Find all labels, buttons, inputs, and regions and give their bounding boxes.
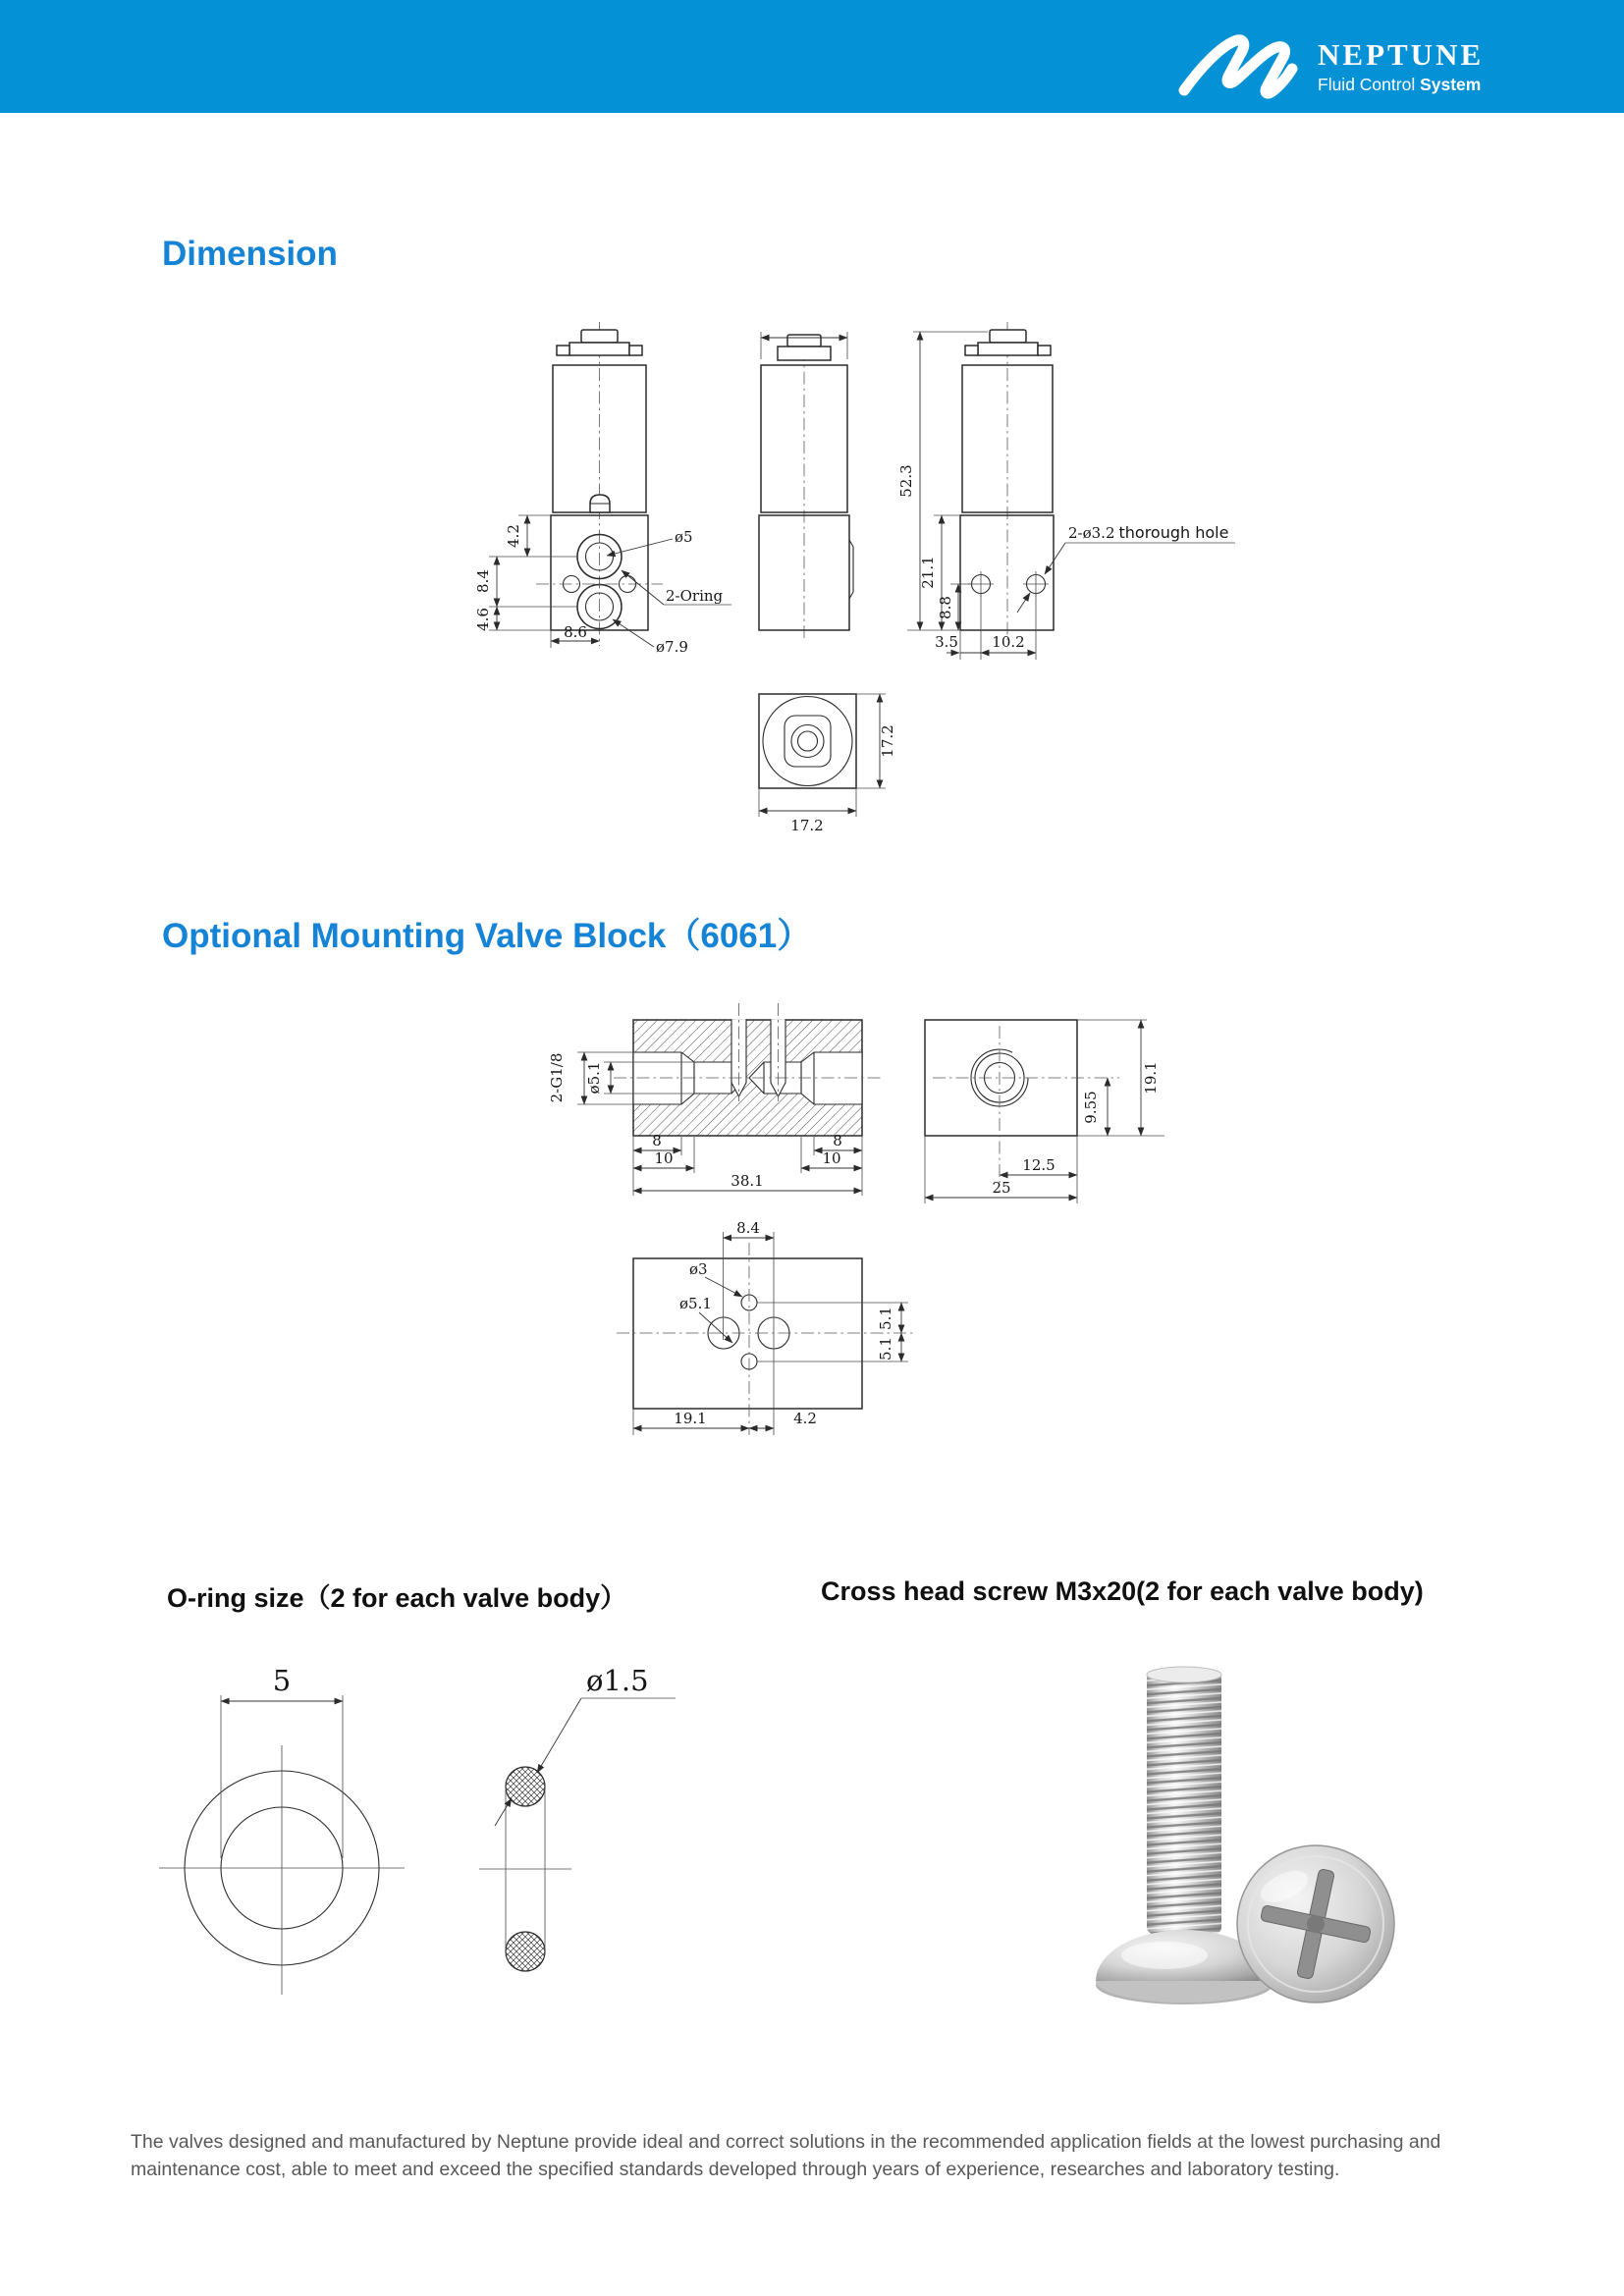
valve-side-view	[759, 332, 853, 638]
valve-block-drawing	[530, 982, 1198, 1492]
dim-block-side-hole-x: 12.5	[1022, 1156, 1056, 1174]
heading-cross-head-screw: Cross head screw M3x20(2 for each valve body)	[821, 1576, 1424, 1606]
dim-depth10-right: 10	[822, 1149, 841, 1167]
dim-block-side-center: 9.55	[1082, 1091, 1100, 1124]
oring-drawing	[98, 1639, 687, 2052]
dim-block-height: 21.1	[919, 556, 937, 589]
oring-front-view	[159, 1664, 405, 1995]
dim-hole-height: 8.8	[937, 596, 954, 619]
label-through-hole-text: thorough hole	[1118, 523, 1229, 542]
valve-bottom-view	[759, 694, 896, 834]
dim-bottomview-height: 17.2	[879, 724, 896, 758]
dim-front-hole-spacing: 8.4	[474, 569, 492, 593]
brand-name: NEPTUNE	[1318, 36, 1485, 72]
neptune-logo	[1176, 33, 1484, 100]
dim-top-right-offset: 4.2	[793, 1410, 817, 1427]
heading-oring-size: O-ring size（2 for each valve body）	[167, 1583, 627, 1613]
label-bore-dia: ø5.1	[585, 1061, 603, 1095]
dim-top-left-offset: 19.1	[674, 1410, 707, 1427]
label-oring-cord-dia: ø1.5	[586, 1664, 649, 1697]
screw-photo	[1021, 1639, 1414, 2032]
header-band	[0, 0, 1624, 113]
label-top-hole-dia: ø5	[675, 528, 693, 546]
brand-tagline	[1318, 75, 1484, 95]
label-large-hole-dia: ø5.1	[679, 1295, 712, 1312]
dim-edge-offset: 3.5	[935, 633, 958, 651]
dim-top-offset-up: 5.1	[877, 1307, 894, 1330]
block-side-view	[925, 1020, 1164, 1203]
dim-front-top-offset: 4.2	[505, 524, 522, 548]
label-port-thread: 2-G1/8	[548, 1052, 566, 1103]
neptune-swoosh-icon	[1176, 33, 1302, 100]
valve-dimension-drawing	[432, 294, 1434, 864]
tagline-regular: Fluid Control	[1318, 74, 1421, 94]
dim-depth10-left: 10	[654, 1149, 674, 1167]
footer-paragraph: The valves designed and manufactured by Neptune provide ideal and correct solutions in the recommended application fields at the lowest purchasing and maintenance cost, able to meet and exceed the specified standards developed through years of experience, researches and laboratory testing.	[131, 2130, 1441, 2180]
label-bottom-hole-dia: ø7.9	[656, 638, 688, 656]
valve-front-view	[474, 322, 731, 656]
dim-block-total-width: 38.1	[731, 1172, 764, 1190]
dim-block-side-height: 19.1	[1142, 1061, 1160, 1095]
block-top-view	[617, 1219, 915, 1435]
heading-valve-block: Optional Mounting Valve Block（6061）	[162, 917, 812, 955]
label-oring: 2-Oring	[666, 587, 724, 605]
heading-dimension: Dimension	[162, 235, 338, 273]
dim-top-offset-down: 5.1	[877, 1337, 894, 1361]
tagline-bold: System	[1420, 74, 1482, 94]
dim-depth8-right: 8	[833, 1132, 842, 1149]
oring-section-view	[479, 1664, 676, 1971]
dim-bottomview-width: 17.2	[790, 817, 824, 834]
dim-hole-spacing: 10.2	[992, 633, 1025, 651]
block-section-view	[548, 1003, 882, 1196]
dim-top-hole-spacing: 8.4	[736, 1219, 760, 1237]
dim-block-side-width: 25	[992, 1179, 1011, 1197]
label-through-hole-size: 2-ø3.2	[1068, 524, 1115, 542]
dim-depth8-left: 8	[652, 1132, 662, 1149]
label-through-hole	[1068, 523, 1228, 542]
dim-oring-inner-dia: 5	[272, 1664, 292, 1697]
dim-total-height: 52.3	[897, 464, 915, 498]
brand-text	[1318, 36, 1485, 95]
dim-front-bottom-offset: 4.6	[474, 608, 492, 631]
valve-side-view-holes	[897, 322, 1235, 660]
label-small-hole-dia: ø3	[689, 1260, 708, 1278]
dim-front-half-width: 8.6	[564, 623, 587, 641]
